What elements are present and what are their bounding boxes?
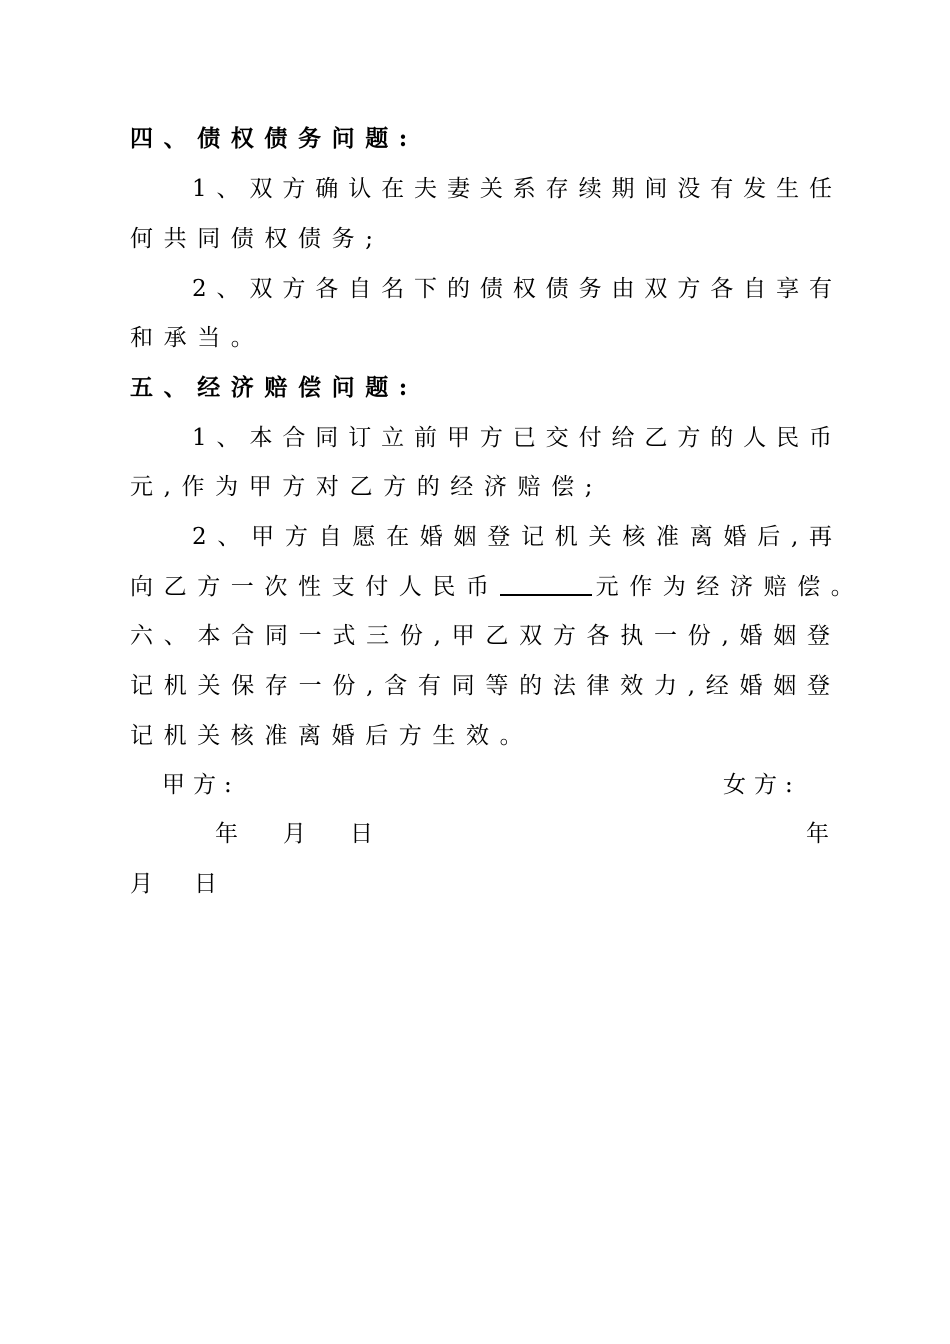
party-a-day: 日 [350, 821, 381, 847]
party-a-month: 月 [283, 821, 314, 847]
section-4-item-1-line-2: 何共同债权债务; [130, 226, 384, 252]
party-b-month: 月 [130, 871, 161, 897]
party-b-label: 女方: [723, 772, 801, 798]
section-4-item-2-line-2: 和承当。 [130, 325, 265, 351]
section-5-heading: 五、经济赔偿问题: [130, 374, 418, 401]
section-5-item-2-text-before: 向乙方一次性支付人民币 [130, 574, 500, 600]
party-a-label: 甲方: [162, 772, 240, 798]
section-6-line-2: 记机关保存一份,含有同等的法律效力,经婚姻登 [130, 673, 830, 699]
section-4-item-2-line-1: 2、双方各自名下的债权债务由双方各自享有 [192, 276, 832, 302]
section-4-item-1-line-1: 1、双方确认在夫妻关系存续期间没有发生任 [192, 176, 832, 202]
party-a-year: 年 [215, 821, 246, 847]
section-5-item-2-line-1: 2、甲方自愿在婚姻登记机关核准离婚后,再 [192, 524, 832, 550]
section-5-item-2-line-2 [130, 572, 865, 602]
amount-blank-underline [500, 572, 592, 596]
section-5-item-1-line-2: 元,作为甲方对乙方的经济赔偿; [130, 474, 604, 500]
section-5-item-1-line-1: 1、本合同订立前甲方已交付给乙方的人民币 [192, 425, 832, 451]
party-b-day: 日 [194, 871, 225, 897]
section-6-line-3: 记机关核准离婚后方生效。 [130, 723, 534, 749]
section-4-heading: 四、债权债务问题: [130, 125, 418, 152]
party-b-year: 年 [806, 821, 837, 847]
section-6-line-1: 六、本合同一式三份,甲乙双方各执一份,婚姻登 [130, 623, 830, 649]
section-5-item-2-text-after: 元作为经济赔偿。 [595, 574, 865, 600]
